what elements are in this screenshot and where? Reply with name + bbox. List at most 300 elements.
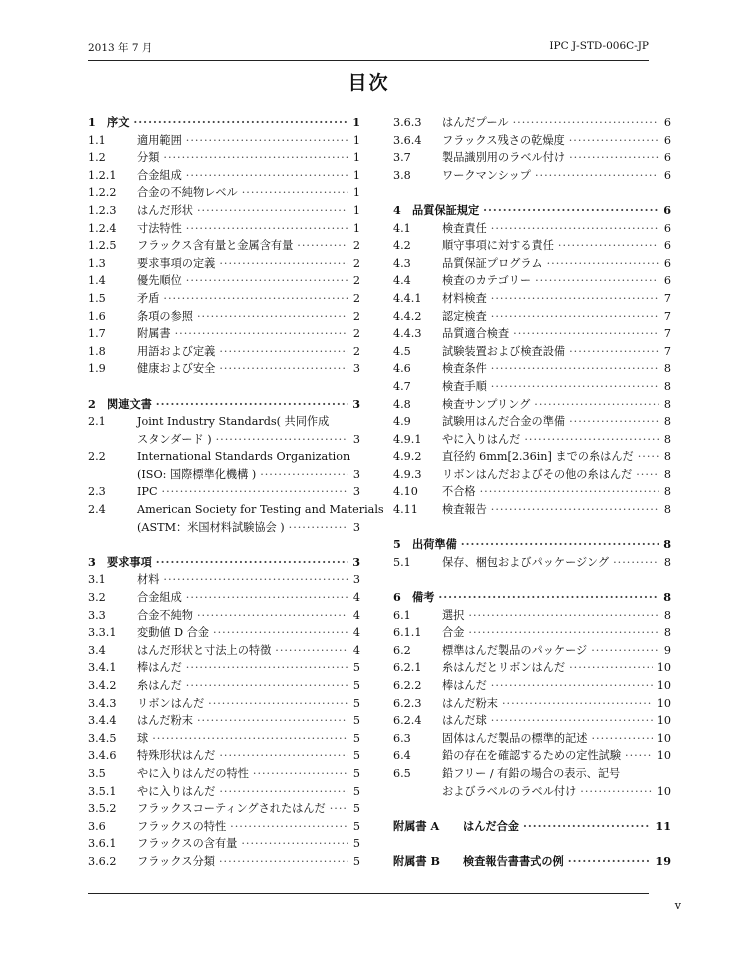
toc-entry-label: 検査のカテゴリー bbox=[442, 274, 532, 288]
toc-entry-text bbox=[463, 853, 671, 871]
toc-entry bbox=[393, 132, 671, 150]
toc-entry bbox=[88, 818, 360, 836]
toc-entry-text bbox=[137, 483, 360, 501]
dot-leader bbox=[162, 483, 348, 501]
toc-entry-text bbox=[442, 308, 671, 326]
toc-entry-label: はんだ形状と寸法上の特徴 bbox=[137, 643, 272, 657]
toc-entry-number: 3.4 bbox=[88, 643, 106, 657]
toc-entry-number: 2.2 bbox=[88, 450, 106, 464]
dot-leader bbox=[591, 642, 659, 660]
toc-entry-label: 備考 bbox=[412, 590, 435, 605]
toc-entry-page: 5 bbox=[352, 854, 360, 868]
dot-leader bbox=[241, 835, 348, 853]
toc-entry bbox=[88, 308, 360, 326]
toc-entry-number: 2.4 bbox=[88, 503, 106, 517]
toc-entry bbox=[393, 343, 671, 361]
toc-entry-label: はんだ球 bbox=[442, 714, 487, 728]
toc-entry-number: 3.6.2 bbox=[88, 854, 117, 868]
toc-entry-number: 3.4.2 bbox=[88, 679, 117, 692]
toc-entry-page: 1 bbox=[352, 186, 360, 200]
toc-entry-label: (ASTM：米国材料試験協会 ) bbox=[137, 520, 285, 534]
toc-entry-text bbox=[442, 747, 671, 765]
toc-entry-page: 8 bbox=[663, 415, 671, 429]
toc-entry-number: 6.2 bbox=[393, 643, 411, 657]
toc-entry-text bbox=[442, 431, 671, 449]
toc-entry-number: 6.5 bbox=[393, 766, 411, 780]
toc-entry-text bbox=[137, 413, 360, 431]
toc-entry-text bbox=[137, 237, 360, 255]
toc-entry-label: 試験装置および検査設備 bbox=[442, 344, 566, 358]
toc-entry-text bbox=[137, 747, 360, 765]
toc-entry-page: 1 bbox=[352, 151, 360, 165]
toc-entry-label: 寸法特性 bbox=[137, 221, 182, 235]
toc-entry bbox=[88, 202, 360, 220]
toc-entry-number: 4.9.2 bbox=[393, 450, 422, 464]
toc-entry-label: 検査責任 bbox=[442, 221, 487, 235]
toc-entry-text bbox=[442, 624, 671, 642]
toc-entry bbox=[393, 396, 671, 414]
toc-entry-number: 6.4 bbox=[393, 749, 411, 763]
toc-entry-label: Joint Industry Standards( 共同作成 bbox=[137, 415, 330, 429]
toc-entry-text bbox=[442, 237, 671, 255]
toc-entry-page: 5 bbox=[352, 766, 360, 780]
toc-entry-label: 糸はんだとリボンはんだ bbox=[442, 661, 566, 675]
dot-leader bbox=[535, 272, 659, 290]
toc-entry-label: 要求事項の定義 bbox=[137, 256, 216, 270]
toc-entry-number: 5 bbox=[393, 537, 401, 552]
toc-entry-text bbox=[137, 712, 360, 730]
toc-entry-page: 3 bbox=[352, 554, 360, 569]
toc-entry-page: 5 bbox=[352, 661, 360, 675]
toc-entry-label: 合金組成 bbox=[137, 168, 182, 182]
dot-leader bbox=[186, 589, 348, 607]
toc-entry-number: 2 bbox=[88, 396, 96, 411]
toc-entry-text bbox=[442, 607, 671, 625]
toc-entry-label: 特殊形状はんだ bbox=[137, 749, 216, 763]
header-rule bbox=[88, 60, 649, 61]
toc-entry-label: フラックスコーティングされたはんだ bbox=[137, 802, 326, 816]
toc-entry-text bbox=[137, 290, 360, 308]
toc-entry bbox=[88, 624, 360, 642]
toc-entry-page: 8 bbox=[663, 608, 671, 622]
toc-entry-text bbox=[442, 325, 671, 343]
toc-entry-text bbox=[137, 202, 360, 220]
toc-entry bbox=[88, 167, 360, 185]
toc-entry bbox=[88, 835, 360, 853]
toc-entry bbox=[393, 483, 671, 501]
toc-entry-label: 不合格 bbox=[442, 485, 476, 499]
dot-leader bbox=[468, 624, 659, 642]
toc-entry bbox=[393, 765, 671, 783]
toc-entry bbox=[393, 607, 671, 625]
toc-entry-page: 10 bbox=[656, 731, 671, 745]
dot-leader bbox=[591, 730, 652, 748]
toc-entry-label: 材料 bbox=[137, 573, 160, 587]
toc-entry-number: 5.1 bbox=[393, 555, 411, 569]
dot-leader bbox=[219, 343, 348, 361]
toc-entry-text bbox=[442, 396, 671, 414]
toc-entry-page: 10 bbox=[656, 714, 671, 728]
toc-entry-label: 合金の不純物レベル bbox=[137, 186, 238, 200]
toc-entry-text bbox=[442, 765, 671, 783]
toc-entry-label: およびラベルのラベル付け bbox=[442, 784, 577, 798]
toc-entry bbox=[88, 800, 360, 818]
toc-entry-page: 7 bbox=[663, 291, 671, 305]
toc-entry bbox=[393, 466, 671, 484]
toc-entry-page: 5 bbox=[352, 784, 360, 798]
toc-entry bbox=[88, 413, 360, 431]
dot-leader bbox=[438, 589, 659, 607]
toc-entry-number: 1.2.2 bbox=[88, 186, 117, 200]
toc-entry bbox=[393, 272, 671, 290]
toc-entry-text bbox=[137, 695, 360, 713]
toc-entry-label: 優先順位 bbox=[137, 274, 182, 288]
toc-entry-text bbox=[137, 659, 360, 677]
toc-entry-number: 4.9.1 bbox=[393, 432, 422, 446]
toc-entry-number: 4.4.1 bbox=[393, 291, 422, 305]
dot-leader bbox=[491, 360, 659, 378]
toc-entry-label: リボンはんだおよびその他の糸はんだ bbox=[442, 467, 633, 481]
toc-entry-label: スタンダード ) bbox=[137, 432, 212, 446]
toc-entry-page: 5 bbox=[352, 819, 360, 833]
toc-entry-label: 保存、梱包およびパッケージング bbox=[442, 555, 610, 569]
footer-rule bbox=[88, 893, 649, 894]
toc-entry-text bbox=[412, 589, 671, 607]
toc-entry-text bbox=[137, 571, 360, 589]
toc-entry bbox=[393, 589, 671, 607]
toc-entry-page: 6 bbox=[663, 168, 671, 182]
toc-entry-text bbox=[137, 624, 360, 642]
toc-entry-text bbox=[442, 132, 671, 150]
toc-entry-label: 健康および安全 bbox=[137, 362, 216, 376]
toc-entry-number: 1.8 bbox=[88, 344, 106, 358]
toc-entry-label: やに入りはんだの特性 bbox=[137, 766, 249, 780]
toc-entry-page: 8 bbox=[663, 626, 671, 640]
toc-entry-number: 4.4.3 bbox=[393, 327, 422, 341]
dot-leader bbox=[133, 114, 348, 132]
dot-leader bbox=[186, 132, 348, 150]
dot-leader bbox=[219, 783, 348, 801]
toc-entry-label: 用語および定義 bbox=[137, 344, 216, 358]
toc-entry-page: 6 bbox=[663, 239, 671, 253]
toc-entry bbox=[88, 853, 360, 871]
toc-entry-page: 10 bbox=[656, 749, 671, 763]
dot-leader bbox=[230, 818, 348, 836]
dot-leader bbox=[569, 659, 653, 677]
toc-entry-page: 2 bbox=[352, 291, 360, 305]
toc-entry-text bbox=[442, 343, 671, 361]
toc-entry-page: 5 bbox=[352, 679, 360, 692]
toc-entry-text bbox=[137, 730, 360, 748]
toc-entry-text bbox=[137, 308, 360, 326]
toc-entry-text bbox=[442, 360, 671, 378]
dot-leader bbox=[491, 501, 659, 519]
toc-entry-number: 1.2.4 bbox=[88, 221, 117, 235]
toc-entry-number: 附属書 A bbox=[393, 818, 440, 833]
dot-leader bbox=[186, 659, 348, 677]
toc-entry-number: 3.3 bbox=[88, 608, 106, 622]
toc-entry-page: 10 bbox=[656, 661, 671, 675]
toc-entry-number: 3.4.5 bbox=[88, 731, 117, 745]
toc-entry-text bbox=[442, 220, 671, 238]
toc-entry-text bbox=[442, 114, 671, 132]
toc-entry bbox=[393, 378, 671, 396]
dot-leader bbox=[636, 466, 659, 484]
toc-entry-page: 10 bbox=[656, 784, 671, 798]
toc-entry bbox=[88, 712, 360, 730]
toc-entry bbox=[393, 413, 671, 431]
toc-entry bbox=[88, 149, 360, 167]
toc-entry-number: 3.6.1 bbox=[88, 837, 117, 851]
toc-entry-text bbox=[442, 712, 671, 730]
toc-entry-page: 5 bbox=[352, 802, 360, 816]
dot-leader bbox=[289, 519, 348, 537]
toc-entry bbox=[88, 360, 360, 378]
toc-entry-label: はんだ合金 bbox=[463, 818, 519, 833]
toc-entry-label: リボンはんだ bbox=[137, 696, 205, 710]
toc-entry-text bbox=[442, 255, 671, 273]
toc-entry-number: 4.3 bbox=[393, 256, 411, 270]
toc-entry bbox=[393, 431, 671, 449]
toc-entry-page: 5 bbox=[352, 749, 360, 763]
toc-entry-text bbox=[442, 483, 671, 501]
toc-entry-number: 3.2 bbox=[88, 591, 106, 605]
toc-entry-page: 8 bbox=[663, 503, 671, 517]
toc-entry bbox=[393, 237, 671, 255]
toc-entry-number: 2.3 bbox=[88, 485, 106, 499]
toc-entry-text bbox=[442, 466, 671, 484]
toc-entry-number: 1.2 bbox=[88, 151, 106, 165]
toc-entry-label: はんだ粉末 bbox=[442, 696, 498, 710]
toc-entry-page: 3 bbox=[352, 485, 360, 499]
toc-entry bbox=[393, 167, 671, 185]
toc-entry bbox=[88, 695, 360, 713]
toc-entry-number: 4.9.3 bbox=[393, 467, 422, 481]
dot-leader bbox=[156, 396, 348, 414]
toc-entry-page: 1 bbox=[352, 203, 360, 217]
toc-entry bbox=[88, 747, 360, 765]
toc-entry-page: 7 bbox=[663, 309, 671, 323]
toc-entry-label: 品質保証規定 bbox=[412, 202, 480, 217]
toc-entry-label: 関連文書 bbox=[107, 396, 152, 411]
toc-entry-label: フラックス含有量と金属含有量 bbox=[137, 239, 294, 253]
toc-entry-label: ワークマンシップ bbox=[442, 168, 531, 182]
toc-entry bbox=[393, 536, 671, 554]
toc-entry-label: 合金不純物 bbox=[137, 608, 193, 622]
toc-entry-label: はんだプール bbox=[442, 116, 509, 129]
toc-entry-label: 棒はんだ bbox=[137, 661, 182, 675]
toc-entry-page: 1 bbox=[352, 115, 360, 129]
toc-entry bbox=[393, 114, 671, 132]
toc-entry-text bbox=[137, 431, 360, 449]
toc-entry-label: (ISO: 国際標準化機構 ) bbox=[137, 467, 257, 481]
toc-entry-label: 直径約 6mm[2.36in] までの糸はんだ bbox=[442, 450, 634, 464]
dot-leader bbox=[480, 483, 659, 501]
toc-entry-text bbox=[442, 272, 671, 290]
toc-entry bbox=[393, 642, 671, 660]
toc-entry bbox=[393, 659, 671, 677]
toc-left-column bbox=[88, 114, 384, 871]
toc-entry bbox=[88, 220, 360, 238]
toc-entry-text bbox=[442, 677, 671, 695]
toc-entry bbox=[393, 325, 671, 343]
dot-leader bbox=[483, 202, 659, 220]
toc-entry-page: 8 bbox=[663, 379, 671, 393]
toc-entry-label: 糸はんだ bbox=[137, 679, 182, 692]
dot-leader bbox=[297, 237, 348, 255]
toc-entry bbox=[88, 343, 360, 361]
dot-leader bbox=[534, 396, 659, 414]
toc-entry-page: 4 bbox=[352, 608, 360, 622]
toc-entry-page: 6 bbox=[663, 151, 671, 165]
toc-entry-number: 6.2.3 bbox=[393, 696, 422, 710]
toc-entry-number: 3.1 bbox=[88, 573, 106, 587]
toc-entry bbox=[88, 255, 360, 273]
toc-entry-number: 3.5.2 bbox=[88, 802, 117, 816]
dot-leader bbox=[186, 677, 348, 695]
dot-leader bbox=[461, 536, 659, 554]
dot-leader bbox=[219, 360, 348, 378]
toc-entry bbox=[88, 554, 360, 572]
dot-leader bbox=[163, 290, 348, 308]
toc-entry-text bbox=[442, 290, 671, 308]
toc-entry-page: 2 bbox=[352, 344, 360, 358]
toc-entry bbox=[393, 149, 671, 167]
toc-entry-page: 2 bbox=[352, 239, 360, 253]
toc-entry-page: 2 bbox=[352, 274, 360, 288]
toc-entry bbox=[393, 290, 671, 308]
dot-leader bbox=[625, 747, 653, 765]
dot-leader bbox=[152, 730, 348, 748]
toc-entry bbox=[393, 360, 671, 378]
toc-entry bbox=[88, 730, 360, 748]
dot-leader bbox=[491, 290, 659, 308]
toc-entry bbox=[88, 448, 360, 466]
toc-entry-label: 標準はんだ製品のパッケージ bbox=[442, 643, 588, 657]
dot-leader bbox=[197, 712, 348, 730]
toc-entry-number: 4.2 bbox=[393, 239, 411, 253]
toc-entry-page: 2 bbox=[352, 327, 360, 341]
toc-entry-label: フラックスの含有量 bbox=[137, 837, 238, 851]
toc-entry bbox=[88, 659, 360, 677]
toc-entry-label: 球 bbox=[137, 731, 149, 745]
dot-leader bbox=[213, 624, 348, 642]
toc-entry-page: 7 bbox=[663, 344, 671, 358]
toc-entry bbox=[393, 695, 671, 713]
toc-entry bbox=[88, 607, 360, 625]
dot-leader bbox=[513, 325, 659, 343]
toc-entry-label: フラックスの特性 bbox=[137, 819, 227, 833]
dot-leader bbox=[275, 642, 348, 660]
toc-entry-page: 5 bbox=[352, 696, 360, 710]
dot-leader bbox=[156, 554, 348, 572]
toc-entry-page: 1 bbox=[352, 221, 360, 235]
toc-entry-page: 5 bbox=[352, 837, 360, 851]
toc-entry-page: 10 bbox=[656, 696, 671, 710]
toc-entry-page: 19 bbox=[655, 853, 671, 868]
toc-entry-page: 6 bbox=[663, 221, 671, 235]
toc-entry-text bbox=[137, 800, 360, 818]
dot-leader bbox=[163, 571, 348, 589]
dot-leader bbox=[216, 431, 348, 449]
toc-entry-number: 1.2.3 bbox=[88, 203, 117, 217]
toc-entry-number: 1.3 bbox=[88, 256, 106, 270]
dot-leader bbox=[491, 677, 653, 695]
toc-entry-number: 3.5 bbox=[88, 766, 106, 780]
toc-entry-page: 3 bbox=[352, 520, 360, 534]
toc-entry-label: 固体はんだ製品の標準的記述 bbox=[442, 731, 588, 745]
dot-leader bbox=[569, 343, 659, 361]
toc-entry-page: 9 bbox=[663, 643, 671, 657]
toc-entry-text bbox=[412, 202, 671, 220]
toc-entry-text bbox=[137, 255, 360, 273]
toc-entry-number: 4.1 bbox=[393, 221, 411, 235]
toc-entry bbox=[88, 765, 360, 783]
toc-entry-text bbox=[137, 466, 360, 484]
dot-leader bbox=[613, 554, 659, 572]
dot-leader bbox=[186, 167, 348, 185]
toc-entry-text bbox=[137, 343, 360, 361]
dot-leader bbox=[569, 413, 659, 431]
toc-entry-number: 6 bbox=[393, 590, 401, 605]
toc-entry-page: 8 bbox=[663, 450, 671, 464]
toc-entry-text bbox=[137, 818, 360, 836]
toc-entry bbox=[88, 396, 360, 414]
toc-entry-number: 4.11 bbox=[393, 503, 418, 517]
dot-leader bbox=[208, 695, 348, 713]
toc-entry-text bbox=[442, 659, 671, 677]
toc-entry-text bbox=[137, 589, 360, 607]
toc-entry-page: 8 bbox=[663, 537, 671, 552]
toc-entry-page: 8 bbox=[663, 432, 671, 446]
toc-entry-number: 1.7 bbox=[88, 327, 106, 341]
toc-entry-label: 順守事項に対する責任 bbox=[442, 239, 554, 253]
toc-entry-page: 8 bbox=[663, 485, 671, 499]
toc-entry-number: 3.6.4 bbox=[393, 133, 422, 147]
toc-entry-page: 3 bbox=[352, 467, 360, 481]
toc-entry-number: 1.2.1 bbox=[88, 168, 117, 182]
dot-leader bbox=[502, 695, 653, 713]
toc-entry-label: はんだ粉末 bbox=[137, 714, 193, 728]
toc-entry-text bbox=[412, 536, 671, 554]
toc-entry-text bbox=[442, 167, 671, 185]
dot-leader bbox=[330, 800, 348, 818]
dot-leader bbox=[468, 607, 659, 625]
toc-entry-text bbox=[442, 642, 671, 660]
dot-leader bbox=[569, 132, 659, 150]
toc-entry-label: やに入りはんだ bbox=[442, 432, 521, 446]
toc-entry-label: 製品識別用のラベル付け bbox=[442, 151, 566, 165]
toc-entry-label: やに入りはんだ bbox=[137, 784, 216, 798]
toc-entry-text bbox=[137, 184, 360, 202]
toc-entry-number: 4.7 bbox=[393, 379, 411, 393]
toc-entry-page: 2 bbox=[352, 309, 360, 323]
toc-entry-number: 6.3 bbox=[393, 731, 411, 745]
toc-entry-page: 5 bbox=[352, 714, 360, 728]
toc-entry-number: 4.10 bbox=[393, 485, 418, 499]
toc-entry-page: 3 bbox=[352, 573, 360, 587]
toc-entry bbox=[88, 571, 360, 589]
toc-entry-text bbox=[442, 413, 671, 431]
dot-leader bbox=[242, 184, 348, 202]
toc-entry-number: 3.4.3 bbox=[88, 696, 117, 710]
dot-leader bbox=[513, 114, 659, 132]
toc-entry-page: 5 bbox=[352, 731, 360, 745]
toc-entry-page: 2 bbox=[352, 256, 360, 270]
toc-entry-label: American Society for Testing and Materials bbox=[137, 503, 384, 517]
toc-entry-number: 6.1 bbox=[393, 608, 411, 622]
toc-entry-page: 1 bbox=[352, 168, 360, 182]
